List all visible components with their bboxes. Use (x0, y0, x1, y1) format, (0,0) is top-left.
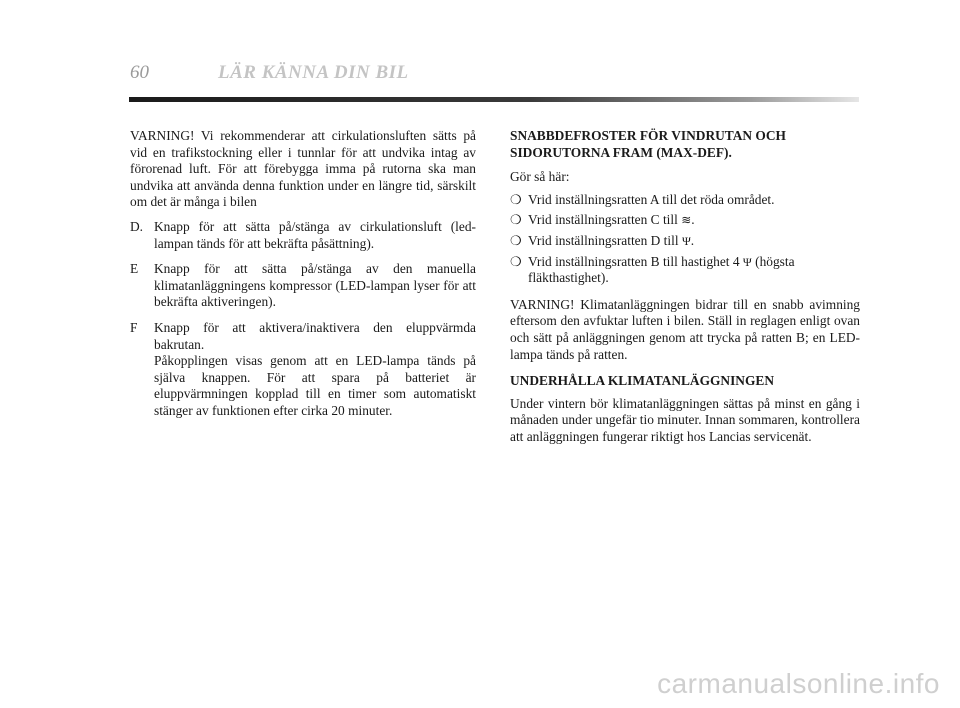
left-column (130, 128, 476, 429)
item-key: F (130, 319, 138, 335)
item-e (130, 261, 476, 311)
defrost-icon: Ψ (681, 233, 691, 248)
item-key: D. (130, 218, 144, 234)
item-d (130, 219, 476, 252)
item-text: Knapp för att sätta på/stänga av den manuella klimatanläggningens kompressor (LED-lampan lyser för att bekräfta aktiveringen). (154, 261, 476, 310)
list-item (510, 233, 860, 250)
item-text: Knapp för att aktivera/inaktivera den eluppvärmda bakrutan. (154, 319, 476, 352)
circle-bullet-icon: ❍ (510, 253, 522, 269)
item-extra-text: Påkopplingen visas genom att en LED-lampa tänds på själva knappen. För att spara på batteriet är eluppvärmningen kopplad till en timer som automatiskt stänger av funktionen efter cirka 20 minuter. (154, 353, 476, 418)
step-suffix: . (690, 232, 695, 248)
header-rule (129, 97, 859, 102)
circle-bullet-icon: ❍ (510, 232, 522, 248)
item-key: E (130, 261, 139, 277)
steps-list (510, 192, 860, 287)
step-text: Vrid inställningsratten C till (528, 212, 678, 228)
page-number: 60 (130, 62, 149, 83)
intro-text: Gör så här: (510, 169, 570, 185)
watermark: carmanualsonline.info (657, 668, 940, 699)
recirculation-warning: VARNING! Vi rekommenderar att cirkulationsluften sätts på vid en trafikstockning eller i tunnlar för att undvika intag av förorenad luft. För att förebygga imma på rutorna ska man undvika att använda denna funktion under en längre tid, särskilt om det är många i bilen (130, 128, 476, 210)
circle-bullet-icon: ❍ (510, 191, 522, 207)
circle-bullet-icon: ❍ (510, 212, 522, 228)
section-heading-max-def: SNABBDEFROSTER FÖR VINDRUTAN OCH SIDORUTORNA FRAM (MAX-DEF). (510, 128, 786, 160)
step-body (528, 212, 860, 229)
windshield-air-icon: ≋ (681, 213, 692, 228)
list-item (510, 254, 860, 287)
list-item (510, 212, 860, 229)
chapter-title: LÄR KÄNNA DIN BIL (218, 62, 409, 83)
step-body (528, 254, 860, 287)
step-body (528, 233, 860, 250)
item-f-body (154, 320, 476, 420)
step-text: Vrid inställningsratten B till hastighet 4 (528, 253, 740, 269)
defrost-icon: Ψ (742, 254, 752, 269)
item-text: Knapp för att sätta på/stänga av cirkulationsluft (led-lampan tänds för att bekräfta påsättning). (154, 218, 476, 251)
step-suffix: . (691, 212, 695, 228)
step-text: Vrid inställningsratten D till (528, 232, 679, 248)
step-suffix: (högsta fläkthastighet). (528, 253, 795, 286)
list-item (510, 192, 860, 209)
section-heading-maintenance: UNDERHÅLLA KLIMATANLÄGGNINGEN (510, 373, 774, 389)
item-f (130, 320, 476, 420)
right-column (510, 128, 860, 446)
step-text: Vrid inställningsratten A till det röda området. (528, 191, 775, 207)
climate-warning: VARNING! Klimatanläggningen bidrar till en snabb avimning eftersom den avfuktar luften i bilen. Ställ in reglagen enligt ovan och sätt på anläggningen genom att trycka på ratten B; en LED-lampa tänds på ratten. (510, 296, 860, 362)
maintenance-text: Under vintern bör klimatanläggningen sättas på minst en gång i månaden under ungefär tio minuter. Innan sommaren, kontrollera att anläggningen fungerar riktigt hos Lancias servicenät. (510, 395, 860, 444)
